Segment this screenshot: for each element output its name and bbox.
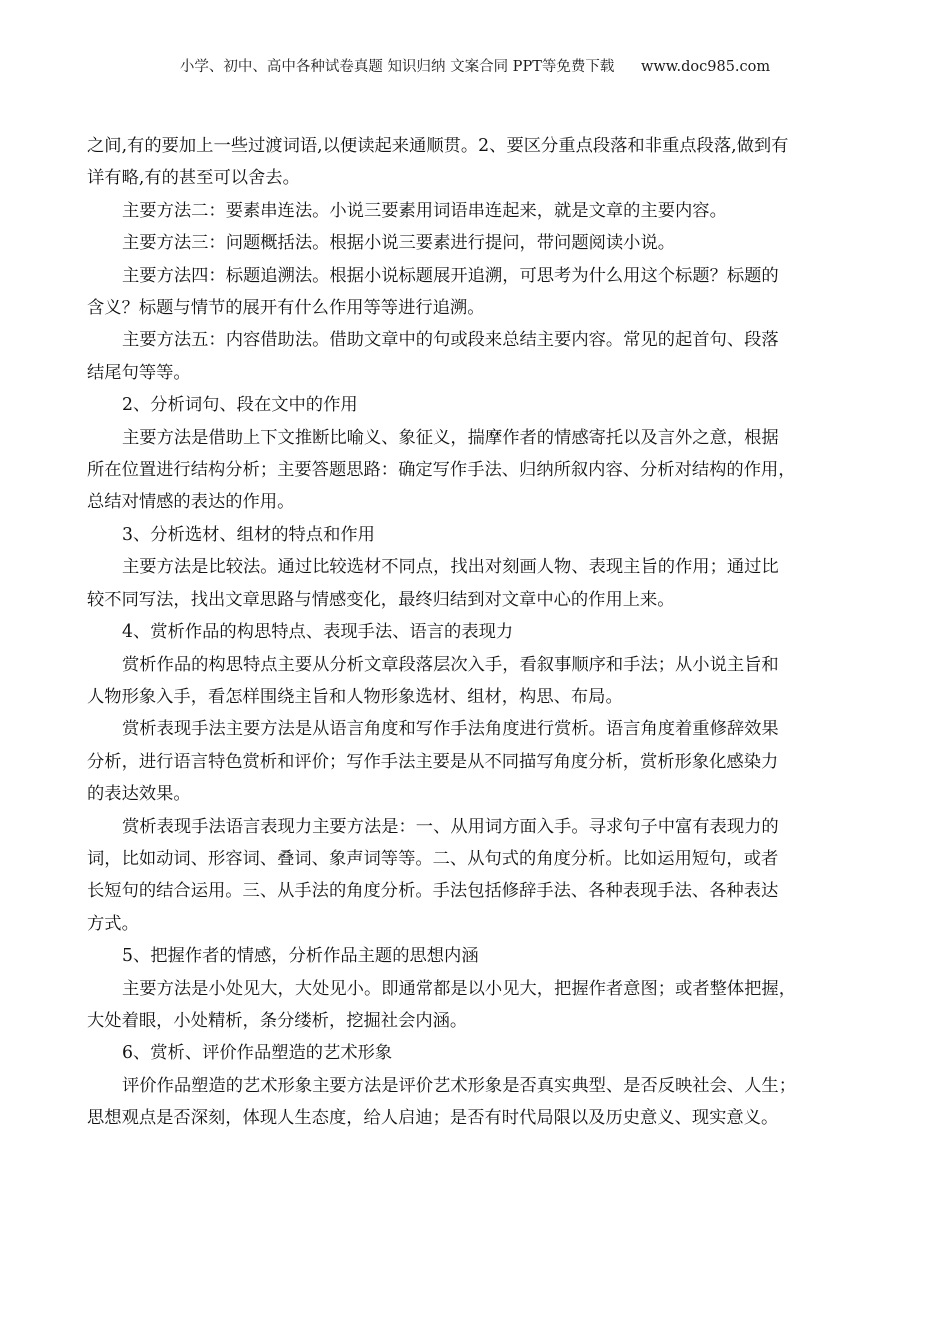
paragraph-line: 赏析表现手法主要方法是从语言角度和写作手法角度进行赏析。语言角度着重修辞效果	[122, 719, 779, 740]
header-site-link[interactable]: www.doc985.com	[640, 59, 771, 75]
paragraph-line: 2、分析词句、段在文中的作用	[122, 395, 358, 416]
paragraph	[87, 973, 865, 1038]
paragraph-line: 主要方法四：标题追溯法。根据小说标题展开追溯，可思考为什么用这个标题？标题的	[122, 265, 779, 286]
paragraph	[87, 422, 865, 519]
paragraph-line: 详有略,有的甚至可以舍去。	[87, 168, 300, 189]
paragraph-line: 之间,有的要加上一些过渡词语,以便读起来通顺贯。2、要区分重点段落和非重点段落,做到有	[87, 136, 789, 156]
paragraph-line: 大处着眼，小处精析，条分缕析，挖掘社会内涵。	[87, 1010, 468, 1031]
paragraph-line: 词，比如动词、形容词、叠词、象声词等等。二、从句式的角度分析。比如运用短句，或者	[87, 848, 779, 869]
paragraph-line: 含义？标题与情节的展开有什么作用等等进行追溯。	[87, 298, 485, 319]
paragraph-line: 主要方法是比较法。通过比较选材不同点，找出对刻画人物、表现主旨的作用；通过比	[122, 557, 779, 578]
document-body	[87, 130, 865, 1135]
paragraph	[87, 195, 865, 227]
paragraph	[87, 713, 865, 810]
paragraph-line: 主要方法三：问题概括法。根据小说三要素进行提问，带问题阅读小说。	[122, 233, 676, 254]
paragraph-line: 方式。	[87, 913, 139, 934]
paragraph-line: 主要方法五：内容借助法。借助文章中的句或段来总结主要内容。常见的起首句、段落	[122, 330, 779, 351]
paragraph-line: 主要方法二：要素串连法。小说三要素用词语串连起来，就是文章的主要内容。	[122, 200, 727, 221]
paragraph-line: 6、赏析、评价作品塑造的艺术形象	[122, 1043, 393, 1064]
paragraph	[87, 1037, 865, 1069]
paragraph-line: 4、赏析作品的构思特点、表现手法、语言的表现力	[122, 622, 514, 643]
paragraph-line: 3、分析选材、组材的特点和作用	[122, 524, 375, 545]
paragraph	[87, 324, 865, 389]
paragraph-line: 长短句的结合运用。三、从手法的角度分析。手法包括修辞手法、各种表现手法、各种表达	[87, 881, 779, 902]
paragraph	[87, 130, 865, 195]
paragraph	[87, 1070, 865, 1135]
paragraph-line: 人物形象入手，看怎样围绕主旨和人物形象选材、组材，构思、布局。	[87, 686, 623, 707]
paragraph	[87, 227, 865, 259]
paragraph-line: 总结对情感的表达的作用。	[87, 492, 295, 513]
paragraph-line: 的表达效果。	[87, 784, 191, 805]
paragraph-line: 结尾句等等。	[87, 362, 191, 383]
paragraph	[87, 940, 865, 972]
paragraph-line: 赏析作品的构思特点主要从分析文章段落层次入手，看叙事顺序和手法；从小说主旨和	[122, 654, 779, 675]
paragraph-line: 主要方法是小处见大，大处见小。即通常都是以小见大，把握作者意图；或者整体把握，	[122, 978, 796, 999]
paragraph-line: 所在位置进行结构分析；主要答题思路：确定写作手法、归纳所叙内容、分析对结构的作用，	[87, 460, 796, 481]
paragraph-line: 赏析表现手法语言表现力主要方法是：一、从用词方面入手。寻求句子中富有表现力的	[122, 816, 779, 837]
paragraph-line: 主要方法是借助上下文推断比喻义、象征义，揣摩作者的情感寄托以及言外之意，根据	[122, 427, 779, 448]
paragraph	[87, 616, 865, 648]
paragraph	[87, 551, 865, 616]
page-header	[0, 57, 950, 77]
paragraph	[87, 811, 865, 941]
paragraph-line: 评价作品塑造的艺术形象主要方法是评价艺术形象是否真实典型、是否反映社会、人生；	[122, 1075, 796, 1096]
header-text: 小学、初中、高中各种试卷真题 知识归纳 文案合同 PPT等免费下载	[179, 59, 615, 75]
paragraph	[87, 260, 865, 325]
paragraph-line: 较不同写法，找出文章思路与情感变化，最终归结到对文章中心的作用上来。	[87, 589, 675, 610]
paragraph	[87, 389, 865, 421]
paragraph-line: 5、把握作者的情感，分析作品主题的思想内涵	[122, 946, 479, 967]
paragraph-line: 思想观点是否深刻，体现人生态度，给人启迪；是否有时代局限以及历史意义、现实意义。	[87, 1108, 779, 1129]
paragraph	[87, 649, 865, 714]
paragraph-line: 分析，进行语言特色赏析和评价；写作手法主要是从不同描写角度分析，赏析形象化感染力	[87, 751, 779, 772]
paragraph	[87, 519, 865, 551]
